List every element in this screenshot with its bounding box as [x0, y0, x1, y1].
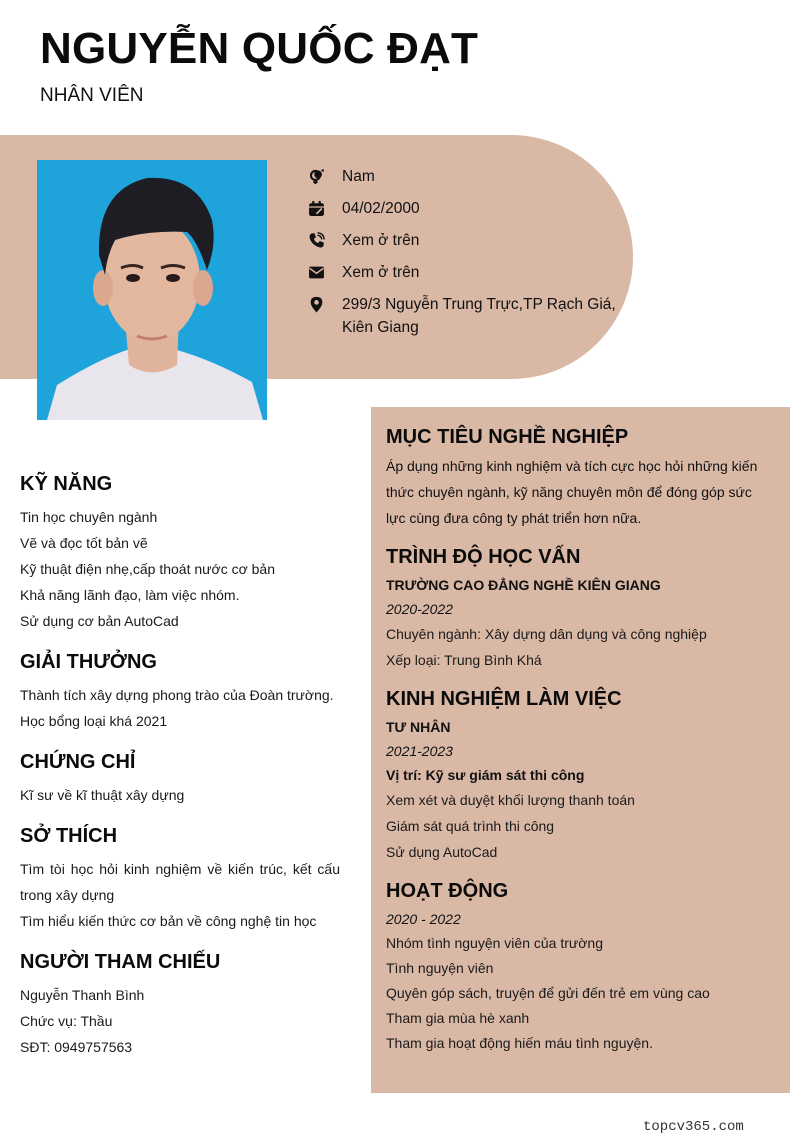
- reference-name: Nguyễn Thanh Bình: [20, 987, 145, 1003]
- activities-period: 2020 - 2022: [386, 911, 461, 927]
- reference-phone: SĐT: 0949757563: [20, 1039, 133, 1055]
- contact-info: [308, 165, 628, 348]
- experience-item: Giám sát quá trình thi công: [386, 818, 555, 834]
- skills-title: KỸ NĂNG: [20, 473, 113, 495]
- skill-item: Tin học chuyên ngành: [20, 509, 158, 525]
- right-column: [371, 407, 790, 1093]
- activity-item: Quyên góp sách, truyện để gửi đến trẻ em vùng cao: [386, 985, 710, 1001]
- candidate-name: NGUYỄN QUỐC ĐẠT: [40, 24, 479, 73]
- skill-item: Kỹ thuật điện nhẹ,cấp thoát nước cơ bản: [20, 561, 276, 577]
- gender-icon: [308, 165, 342, 188]
- education-school: TRƯỜNG CAO ĐẲNG NGHỀ KIÊN GIANG: [386, 577, 661, 593]
- activities-title: HOẠT ĐỘNG: [386, 880, 509, 902]
- awards-section: [20, 648, 340, 734]
- experience-period: 2021-2023: [386, 743, 453, 759]
- email-icon: [308, 261, 342, 284]
- experience-position: Vị trí: Kỹ sư giám sát thi công: [386, 767, 585, 783]
- experience-item: Xem xét và duyệt khối lượng thanh toán: [386, 792, 635, 808]
- skills-section: [20, 470, 340, 634]
- references-title: NGƯỜI THAM CHIẾU: [20, 951, 221, 973]
- certificates-section: [20, 748, 340, 808]
- education-item: Chuyên ngành: Xây dựng dân dụng và công nghiệp: [386, 626, 707, 642]
- award-item: Học bổng loại khá 2021: [20, 713, 168, 729]
- certificates-title: CHỨNG CHỈ: [20, 751, 136, 773]
- contact-gender-text: Nam: [342, 168, 375, 185]
- references-section: [20, 948, 340, 1060]
- objective-text: Áp dụng những kinh nghiệm và tích cực học hỏi những kiến thức chuyên ngành, kỹ năng chuyên môn để đóng góp sức lực cùng đưa công ty phát triển hơn nữa.: [386, 458, 758, 526]
- hobbies-title: SỞ THÍCH: [20, 825, 118, 847]
- education-section: [386, 543, 775, 673]
- education-title: TRÌNH ĐỘ HỌC VẤN: [386, 546, 581, 568]
- contact-address-text: 299/3 Nguyễn Trung Trực,TP Rạch Giá, Kiên Giang: [342, 296, 616, 336]
- activity-item: Nhóm tình nguyện viên của trường: [386, 935, 604, 951]
- contact-birthdate-text: 04/02/2000: [342, 200, 420, 217]
- award-item: Thành tích xây dựng phong trào của Đoàn trường.: [20, 687, 334, 703]
- activities-section: [386, 877, 775, 1056]
- candidate-role: NHÂN VIÊN: [40, 85, 144, 106]
- portrait-image: [37, 160, 267, 420]
- hobby-item: Tìm tòi học hỏi kinh nghiệm về kiến trúc, kết cấu trong xây dựng: [20, 861, 340, 903]
- experience-item: Sử dụng AutoCad: [386, 844, 498, 860]
- location-icon: [308, 293, 342, 316]
- experience-company: TƯ NHÂN: [386, 719, 451, 735]
- experience-title: KINH NGHIỆM LÀM VIỆC: [386, 688, 622, 710]
- contact-phone-text: Xem ở trên: [342, 232, 420, 249]
- reference-position: Chức vụ: Thầu: [20, 1013, 113, 1029]
- contact-birthdate: [308, 197, 628, 220]
- objective-title: MỤC TIÊU NGHỀ NGHIỆP: [386, 426, 629, 448]
- contact-email: [308, 261, 628, 284]
- skill-item: Khả năng lãnh đạo, làm việc nhóm.: [20, 587, 240, 603]
- awards-title: GIẢI THƯỞNG: [20, 651, 157, 673]
- left-column: [20, 470, 340, 1074]
- activity-item: Tham gia mùa hè xanh: [386, 1010, 530, 1026]
- skill-item: Vẽ và đọc tốt bản vẽ: [20, 535, 148, 551]
- watermark: topcv365.com: [643, 1119, 744, 1135]
- contact-phone: [308, 229, 628, 252]
- phone-icon: [308, 229, 342, 252]
- hobby-item: Tìm hiểu kiến thức cơ bản về công nghệ tin học: [20, 913, 317, 929]
- contact-email-text: Xem ở trên: [342, 264, 420, 281]
- contact-gender: [308, 165, 628, 188]
- education-period: 2020-2022: [386, 601, 453, 617]
- profile-photo: [37, 160, 267, 420]
- hobbies-section: [20, 822, 340, 934]
- activity-item: Tham gia hoạt động hiến máu tình nguyện.: [386, 1035, 653, 1051]
- education-item: Xếp loại: Trung Bình Khá: [386, 652, 542, 668]
- calendar-icon: [308, 197, 342, 220]
- certificate-item: Kĩ sư về kĩ thuật xây dựng: [20, 787, 185, 803]
- objective-section: [386, 423, 775, 531]
- experience-section: [386, 685, 775, 865]
- activity-item: Tình nguyện viên: [386, 960, 494, 976]
- contact-address: [308, 293, 628, 339]
- skill-item: Sử dụng cơ bản AutoCad: [20, 613, 179, 629]
